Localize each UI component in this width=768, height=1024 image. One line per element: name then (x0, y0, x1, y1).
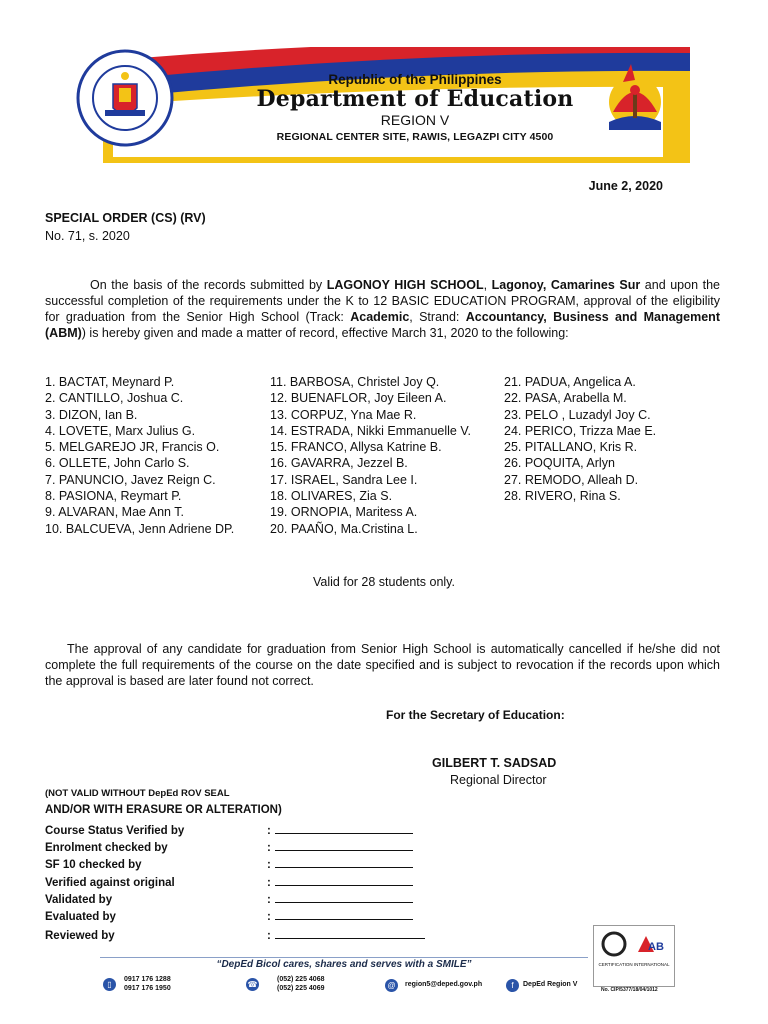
seal-notice: (NOT VALID WITHOUT DepEd ROV SEAL (45, 788, 230, 799)
list-item: 15. FRANCO, Allysa Katrine B. (270, 440, 442, 455)
verification-row (45, 839, 413, 854)
revocation-paragraph (45, 641, 720, 689)
signatory-name: GILBERT T. SADSAD (432, 756, 557, 770)
signature-line (275, 891, 413, 903)
signature-line (275, 839, 413, 851)
paragraph-text: ) is hereby given and made a matter of record, effective March 31, 2020 to the following: (81, 326, 569, 340)
telephone-icon: ☎ (247, 980, 258, 989)
list-item: 6. OLLETE, John Carlo S. (45, 456, 190, 471)
list-item: 28. RIVERO, Rina S. (504, 489, 621, 504)
verification-label: Evaluated by (45, 911, 116, 923)
colon: : (267, 877, 271, 889)
list-item: 11. BARBOSA, Christel Joy Q. (270, 375, 440, 389)
special-order-number: No. 71, s. 2020 (45, 229, 130, 243)
verification-row (45, 927, 425, 942)
student-list-column-2 (270, 375, 471, 538)
verification-label: Reviewed by (45, 930, 115, 942)
paragraph-text: The approval of any candidate for graduation from Senior High School is automatically cancelled if he/she did not complete the full requirements of the course on the date specified and is subject to revocation if the records upon which the approval is based are later found not correct. (45, 642, 720, 688)
signature-line (275, 908, 413, 920)
mobile-number: 0917 176 1288 (124, 976, 171, 983)
facebook-page[interactable]: DepEd Region V (523, 981, 578, 988)
telephone-number: (052) 225 4069 (277, 984, 325, 992)
email-address[interactable]: region5@deped.gov.ph (405, 981, 483, 988)
list-item: 9. ALVARAN, Mae Ann T. (45, 505, 184, 520)
list-item: 3. DIZON, Ian B. (45, 407, 138, 422)
verification-row (45, 891, 413, 906)
list-item: 13. CORPUZ, Yna Mae R. (270, 407, 417, 422)
certification-text: CERTIFICATION INTERNATIONAL (598, 962, 670, 967)
verification-label: Enrolment checked by (45, 842, 168, 854)
signatory-title: Regional Director (450, 773, 547, 787)
list-item: 2. CANTILLO, Joshua C. (45, 391, 184, 406)
list-item: 7. PANUNCIO, Javez Reign C. (45, 472, 216, 487)
region-name: REGION V (380, 112, 450, 128)
approval-paragraph (45, 277, 720, 341)
colon: : (267, 894, 271, 906)
document-date: June 2, 2020 (588, 179, 663, 193)
office-address: REGIONAL CENTER SITE, RAWIS, LEGAZPI CITY 4500 (276, 131, 554, 143)
footer-tagline: “DepEd Bicol cares, shares and serves with a SMILE” (216, 959, 472, 970)
republic-line: Republic of the Philippines (328, 72, 502, 87)
mobile-number: 0917 176 1950 (124, 984, 171, 992)
erasure-notice: AND/OR WITH ERASURE OR ALTERATION) (45, 804, 282, 816)
list-item: 16. GAVARRA, Jezzel B. (270, 456, 408, 471)
list-item: 26. POQUITA, Arlyn (504, 456, 615, 471)
telephone-numbers (277, 976, 324, 993)
region-v-logo-icon (585, 52, 690, 152)
verification-label: Verified against original (45, 877, 175, 889)
list-item: 1. BACTAT, Meynard P. (45, 375, 175, 389)
list-item: 20. PAAÑO, Ma.Cristina L. (270, 521, 418, 536)
verification-row (45, 822, 413, 837)
signature-line (275, 927, 425, 939)
accreditation-logo-icon (636, 932, 670, 958)
colon: : (267, 825, 271, 837)
telephone-number: (052) 225 4068 (277, 976, 325, 983)
email-icon: @ (385, 979, 398, 992)
list-item: 24. PERICO, Trizza Mae E. (504, 423, 657, 438)
list-item: 5. MELGAREJO JR, Francis O. (45, 440, 220, 455)
validity-note: Valid for 28 students only. (313, 575, 455, 589)
mobile-phone-icon: ▯ (103, 978, 116, 991)
list-item: 4. LOVETE, Marx Julius G. (45, 423, 196, 438)
list-item: 17. ISRAEL, Sandra Lee I. (270, 472, 418, 487)
svg-text:AB: AB (648, 941, 664, 953)
special-order-title: SPECIAL ORDER (CS) (RV) (45, 211, 206, 225)
school-name: LAGONOY HIGH SCHOOL (326, 278, 484, 292)
list-item: 8. PASIONA, Reymart P. (45, 489, 182, 504)
colon: : (267, 930, 271, 942)
verification-row (45, 874, 413, 889)
verification-row (45, 908, 413, 923)
verification-label: Validated by (45, 894, 113, 906)
school-location: Lagonoy, Camarines Sur (491, 278, 641, 292)
signature-line (275, 856, 413, 868)
track-name: Academic (350, 310, 410, 324)
footer-divider (100, 957, 588, 958)
list-item: 12. BUENAFLOR, Joy Eileen A. (270, 391, 447, 406)
list-item: 23. PELO , Luzadyl Joy C. (504, 407, 651, 422)
list-item: 19. ORNOPIA, Maritess A. (270, 505, 418, 520)
list-item: 27. REMODO, Alleah D. (504, 472, 639, 487)
department-name: Department of Education (256, 86, 574, 112)
list-item: 18. OLIVARES, Zia S. (270, 489, 393, 504)
list-item: 10. BALCUEVA, Jenn Adriene DP. (45, 521, 235, 536)
verification-label: SF 10 checked by (45, 859, 142, 871)
paragraph-text: , (483, 278, 492, 292)
deped-seal-icon (75, 48, 175, 148)
colon: : (267, 859, 271, 871)
signature-line (275, 874, 413, 886)
list-item: 14. ESTRADA, Nikki Emmanuelle V. (270, 423, 472, 438)
student-list-column-1 (45, 375, 234, 538)
colon: : (267, 911, 271, 923)
colon: : (267, 842, 271, 854)
certification-logo-icon (598, 930, 630, 958)
verification-row (45, 856, 413, 871)
list-item: 22. PASA, Arabella M. (504, 391, 627, 406)
for-secretary-line: For the Secretary of Education: (386, 708, 565, 722)
certification-number: No. CIP/5377/18/04/1012 (601, 987, 658, 993)
paragraph-text: , Strand: (409, 310, 466, 324)
signature-line (275, 822, 413, 834)
paragraph-text: and upon the successful completion of the requirements under the K to 12 BASIC EDUCATION PROGRAM, approval of the eligibility for graduation from the Senior High School (Track: (45, 278, 720, 324)
mobile-numbers (124, 976, 171, 993)
paragraph-text: On the basis of the records submitted by (90, 278, 327, 292)
list-item: 21. PADUA, Angelica A. (504, 375, 636, 389)
list-item: 25. PITALLANO, Kris R. (504, 440, 638, 455)
facebook-icon: f (506, 979, 519, 992)
verification-label: Course Status Verified by (45, 825, 185, 837)
certification-badge (593, 925, 675, 987)
strand-name: Accountancy, Business and Management (ABM) (45, 310, 720, 340)
student-list-column-3 (504, 375, 656, 505)
